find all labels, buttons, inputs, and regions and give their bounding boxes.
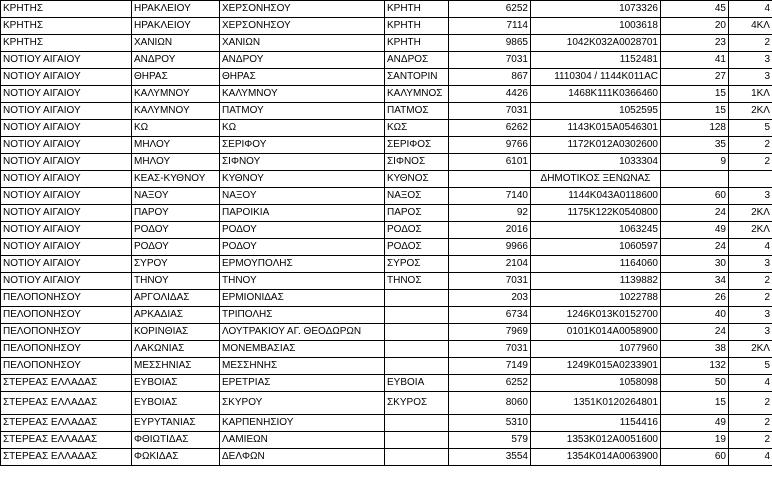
table-cell: 2 [729,137,772,154]
table-cell: 1110304 / 1144K011AC [531,69,661,86]
table-cell: ΦΩΚΙΔΑΣ [132,449,220,466]
table-cell: ΣΤΕΡΕΑΣ ΕΛΛΑΔΑΣ [1,375,132,392]
table-cell: ΑΝΔΡΟΥ [220,52,385,69]
table-cell: ΜΗΛΟΥ [132,154,220,171]
table-cell: ΡΟΔΟΥ [132,239,220,256]
table-cell: ΕΥΒΟΙΑΣ [132,392,220,415]
table-cell: 2ΚΛ [729,222,772,239]
table-cell: 4 [729,375,772,392]
table-cell: 1175K122K0540800 [531,205,661,222]
table-cell: 35 [661,137,729,154]
table-cell: 2 [729,290,772,307]
table-cell: ΚΩ [220,120,385,137]
table-cell: ΝΑΞΟΥ [132,188,220,205]
table-cell: 3 [729,69,772,86]
table-cell: ΤΗΝΟΥ [220,273,385,290]
table-cell: ΝΟΤΙΟΥ ΑΙΓΑΙΟΥ [1,256,132,273]
table-cell: ΣΥΡΟΣ [385,256,449,273]
table-cell: ΝΟΤΙΟΥ ΑΙΓΑΙΟΥ [1,69,132,86]
table-cell: 7140 [449,188,531,205]
table-cell: 579 [449,432,531,449]
table-cell: 41 [661,52,729,69]
table-cell: ΠΑΤΜΟΣ [385,103,449,120]
table-cell [729,171,772,188]
table-row [1,290,772,307]
table-cell: ΠΑΡΟΙΚΙΑ [220,205,385,222]
table-row [1,205,772,222]
table-cell: 1042K032A0028701 [531,35,661,52]
table-cell: ΣΚΥΡΟΣ [385,392,449,415]
table-cell: 867 [449,69,531,86]
table-cell: ΜΟΝΕΜΒΑΣΙΑΣ [220,341,385,358]
table-cell: 1058098 [531,375,661,392]
table-cell: 60 [661,449,729,466]
table-cell: 1033304 [531,154,661,171]
table-cell: ΗΡΑΚΛΕΙΟΥ [132,18,220,35]
table-cell: ΚΩ [132,120,220,137]
table-cell [385,449,449,466]
table-cell: ΑΡΓΟΛΙΔΑΣ [132,290,220,307]
table-cell: ΑΝΔΡΟΥ [132,52,220,69]
table-cell: 4ΚΛ [729,18,772,35]
table-cell: 34 [661,273,729,290]
table-row [1,35,772,52]
table-cell: 7114 [449,18,531,35]
table-row [1,188,772,205]
table-cell: 3 [729,188,772,205]
table-cell: ΧΕΡΣΟΝΗΣΟΥ [220,18,385,35]
table-cell: 2 [729,35,772,52]
table-cell: ΡΟΔΟΥ [132,222,220,239]
table-cell: 0101K014A0058900 [531,324,661,341]
table-cell [385,290,449,307]
table-cell: 7031 [449,103,531,120]
table-cell: 1246K013K0152700 [531,307,661,324]
table-cell: 1154416 [531,415,661,432]
table-cell: ΧΑΝΙΩΝ [220,35,385,52]
table-cell: 15 [661,103,729,120]
table-cell: 38 [661,341,729,358]
table-cell: 7031 [449,273,531,290]
table-cell: 4426 [449,86,531,103]
table-cell: ΣΚΥΡΟΥ [220,392,385,415]
table-cell: 3 [729,256,772,273]
table-cell: 15 [661,86,729,103]
table-row [1,171,772,188]
table-cell: 4 [729,449,772,466]
table-row [1,256,772,273]
table-cell: 6734 [449,307,531,324]
table-cell: ΜΕΣΣΗΝΗΣ [220,358,385,375]
table-cell: 92 [449,205,531,222]
table-cell: ΡΟΔΟΥ [220,222,385,239]
table-cell: ΚΡΗΤΗ [385,35,449,52]
table-cell [385,324,449,341]
table-cell: ΑΡΚΑΔΙΑΣ [132,307,220,324]
table-cell: ΝΟΤΙΟΥ ΑΙΓΑΙΟΥ [1,273,132,290]
table-cell: 2 [729,392,772,415]
table-cell: ΕΥΡΥΤΑΝΙΑΣ [132,415,220,432]
table-cell: ΚΩΣ [385,120,449,137]
table-cell [449,171,531,188]
table-row [1,392,772,415]
table-cell: ΚΑΛΥΜΝΟΣ [385,86,449,103]
table-cell: ΝΑΞΟΣ [385,188,449,205]
table-cell: 49 [661,222,729,239]
table-cell: ΤΡΙΠΟΛΗΣ [220,307,385,324]
table-cell: ΣΕΡΙΦΟΣ [385,137,449,154]
table-row [1,324,772,341]
table-cell: 5 [729,358,772,375]
table-cell: ΠΕΛΟΠΟΝΗΣΟΥ [1,341,132,358]
table-cell: 2 [729,415,772,432]
table-row [1,52,772,69]
table-cell: 24 [661,205,729,222]
table-row [1,432,772,449]
table-cell: ΡΟΔΟΣ [385,239,449,256]
table-cell: 3554 [449,449,531,466]
table-row [1,137,772,154]
table-cell: ΠΕΛΟΠΟΝΗΣΟΥ [1,358,132,375]
table-cell: 50 [661,375,729,392]
table-cell: 1351K0120264801 [531,392,661,415]
table-cell: ΔΕΛΦΩΝ [220,449,385,466]
table-cell: 4 [729,1,772,18]
table-cell: 2 [729,432,772,449]
table-cell: ΘΗΡΑΣ [220,69,385,86]
table-cell: 5310 [449,415,531,432]
table-cell: ΣΕΡΙΦΟΥ [220,137,385,154]
table-cell [385,341,449,358]
table-cell: 1353K012A0051600 [531,432,661,449]
table-cell: ΗΡΑΚΛΕΙΟΥ [132,1,220,18]
table-cell: 1249K015A0233901 [531,358,661,375]
table-cell: ΚΕΑΣ-ΚΥΘΝΟΥ [132,171,220,188]
table-cell: ΔΗΜΟΤΙΚΟΣ ΞΕΝΩΝΑΣ [531,171,661,188]
table-cell: ΝΑΞΟΥ [220,188,385,205]
table-cell: 5 [729,120,772,137]
table-row [1,154,772,171]
table-cell: ΚΡΗΤΗΣ [1,1,132,18]
table-cell: 6262 [449,120,531,137]
table-cell: 1022788 [531,290,661,307]
table-cell: 3 [729,324,772,341]
table-row [1,86,772,103]
table-cell: 1139882 [531,273,661,290]
table-cell: ΘΗΡΑΣ [132,69,220,86]
table-row [1,1,772,18]
table-cell: 1063245 [531,222,661,239]
table-cell: 9 [661,154,729,171]
table-cell: 1ΚΛ [729,86,772,103]
table-cell: 2104 [449,256,531,273]
table-cell: ΡΟΔΟΥ [220,239,385,256]
table-cell: ΝΟΤΙΟΥ ΑΙΓΑΙΟΥ [1,52,132,69]
table-cell [385,307,449,324]
table-cell: 9865 [449,35,531,52]
table-cell: 2ΚΛ [729,103,772,120]
table-row [1,69,772,86]
table-cell: 2016 [449,222,531,239]
table-cell: 7149 [449,358,531,375]
table-cell: ΝΟΤΙΟΥ ΑΙΓΑΙΟΥ [1,205,132,222]
table-cell: ΣΤΕΡΕΑΣ ΕΛΛΑΔΑΣ [1,449,132,466]
table-cell: 7031 [449,341,531,358]
table-cell: 24 [661,239,729,256]
table-cell: 203 [449,290,531,307]
table-cell: 3 [729,52,772,69]
table-cell: 2ΚΛ [729,205,772,222]
table-cell: 30 [661,256,729,273]
table-cell: 49 [661,415,729,432]
table-cell: ΚΡΗΤΗΣ [1,18,132,35]
table-cell: ΕΡΜΙΟΝΙΔΑΣ [220,290,385,307]
table-cell: 4 [729,239,772,256]
table-cell: ΝΟΤΙΟΥ ΑΙΓΑΙΟΥ [1,171,132,188]
table-cell: ΣΥΡΟΥ [132,256,220,273]
table-cell: 6252 [449,1,531,18]
table-cell: ΝΟΤΙΟΥ ΑΙΓΑΙΟΥ [1,222,132,239]
table-row [1,239,772,256]
table-row [1,449,772,466]
table-cell: 1172K012A0302600 [531,137,661,154]
table-row [1,103,772,120]
table-cell: ΡΟΔΟΣ [385,222,449,239]
table-cell: ΝΟΤΙΟΥ ΑΙΓΑΙΟΥ [1,154,132,171]
table-cell: 132 [661,358,729,375]
table-cell: 24 [661,324,729,341]
table-cell: ΕΡΕΤΡΙΑΣ [220,375,385,392]
table-cell: 2 [729,273,772,290]
table-cell: 1073326 [531,1,661,18]
table-cell: ΝΟΤΙΟΥ ΑΙΓΑΙΟΥ [1,103,132,120]
table-cell: ΚΑΛΥΜΝΟΥ [220,86,385,103]
table-cell: 27 [661,69,729,86]
table-cell: ΤΗΝΟΥ [132,273,220,290]
table-cell: ΝΟΤΙΟΥ ΑΙΓΑΙΟΥ [1,120,132,137]
table-cell: 128 [661,120,729,137]
table-cell: ΚΡΗΤΗ [385,1,449,18]
table-cell: 7969 [449,324,531,341]
table-row [1,415,772,432]
table-cell: 1077960 [531,341,661,358]
table-row [1,375,772,392]
table-cell: 1152481 [531,52,661,69]
table-cell: 6252 [449,375,531,392]
table-cell: ΠΕΛΟΠΟΝΗΣΟΥ [1,324,132,341]
table-cell [385,432,449,449]
table-cell: ΕΥΒΟΙΑ [385,375,449,392]
table-row [1,341,772,358]
table-cell: ΜΕΣΣΗΝΙΑΣ [132,358,220,375]
table-cell: ΣΤΕΡΕΑΣ ΕΛΛΑΔΑΣ [1,432,132,449]
table-cell: ΚΥΘΝΟΥ [220,171,385,188]
table-cell: ΝΟΤΙΟΥ ΑΙΓΑΙΟΥ [1,137,132,154]
table-cell: ΦΘΙΩΤΙΔΑΣ [132,432,220,449]
table-cell: ΣΤΕΡΕΑΣ ΕΛΛΑΔΑΣ [1,415,132,432]
table-cell: 1052595 [531,103,661,120]
table-cell: ΕΡΜΟΥΠΟΛΗΣ [220,256,385,273]
table-row [1,222,772,239]
table-cell: 23 [661,35,729,52]
table-cell: ΠΑΤΜΟΥ [220,103,385,120]
table-cell: 9766 [449,137,531,154]
table-cell: 1143K015A0546301 [531,120,661,137]
table-cell: 6101 [449,154,531,171]
table-cell: ΧΕΡΣΟΝΗΣΟΥ [220,1,385,18]
table-cell: ΝΟΤΙΟΥ ΑΙΓΑΙΟΥ [1,239,132,256]
table-cell: ΣΤΕΡΕΑΣ ΕΛΛΑΔΑΣ [1,392,132,415]
table-cell: ΜΗΛΟΥ [132,137,220,154]
table-cell: ΠΑΡΟΥ [132,205,220,222]
table-cell: 7031 [449,52,531,69]
table-cell: ΝΟΤΙΟΥ ΑΙΓΑΙΟΥ [1,86,132,103]
table-cell: ΚΑΡΠΕΝΗΣΙΟΥ [220,415,385,432]
table-cell: ΣΙΦΝΟΣ [385,154,449,171]
table-cell: ΚΡΗΤΗΣ [1,35,132,52]
table-cell: 45 [661,1,729,18]
table-cell: 1468K111K0366460 [531,86,661,103]
table-row [1,120,772,137]
table-cell: ΝΟΤΙΟΥ ΑΙΓΑΙΟΥ [1,188,132,205]
table-cell: ΚΥΘΝΟΣ [385,171,449,188]
table-cell: ΕΥΒΟΙΑΣ [132,375,220,392]
table-cell: 40 [661,307,729,324]
table-cell: ΚΑΛΥΜΝΟΥ [132,103,220,120]
table-cell: ΠΕΛΟΠΟΝΗΣΟΥ [1,307,132,324]
table-cell: ΧΑΝΙΩΝ [132,35,220,52]
table-cell: 1164060 [531,256,661,273]
table-cell: 8060 [449,392,531,415]
table-cell: ΛΟΥΤΡΑΚΙΟΥ ΑΓ. ΘΕΟΔΩΡΩΝ [220,324,385,341]
table-cell: 1144K043A0118600 [531,188,661,205]
table-cell: ΠΑΡΟΣ [385,205,449,222]
table-cell: 26 [661,290,729,307]
table-cell: 9966 [449,239,531,256]
table-cell: ΤΗΝΟΣ [385,273,449,290]
table-cell: ΚΡΗΤΗ [385,18,449,35]
table-cell: ΠΕΛΟΠΟΝΗΣΟΥ [1,290,132,307]
table-cell: ΚΑΛΥΜΝΟΥ [132,86,220,103]
table-cell: 1060597 [531,239,661,256]
table-cell [385,415,449,432]
table-row [1,18,772,35]
table-cell: ΑΝΔΡΟΣ [385,52,449,69]
table-cell: 1003618 [531,18,661,35]
table-row [1,358,772,375]
table-cell: 20 [661,18,729,35]
table-cell: ΚΟΡΙΝΘΙΑΣ [132,324,220,341]
table-cell: 60 [661,188,729,205]
table-cell: 15 [661,392,729,415]
table-cell: 2ΚΛ [729,341,772,358]
table-cell: 1354K014A0063900 [531,449,661,466]
table-cell [385,358,449,375]
table-cell: ΣΑΝΤΟΡΙΝ [385,69,449,86]
table-cell: 3 [729,307,772,324]
table-cell [661,171,729,188]
table-row [1,273,772,290]
table-cell: 19 [661,432,729,449]
table-row [1,307,772,324]
table-cell: ΛΑΚΩΝΙΑΣ [132,341,220,358]
table-cell: ΣΙΦΝΟΥ [220,154,385,171]
table-cell: 2 [729,154,772,171]
table-cell: ΛΑΜΙΕΩΝ [220,432,385,449]
